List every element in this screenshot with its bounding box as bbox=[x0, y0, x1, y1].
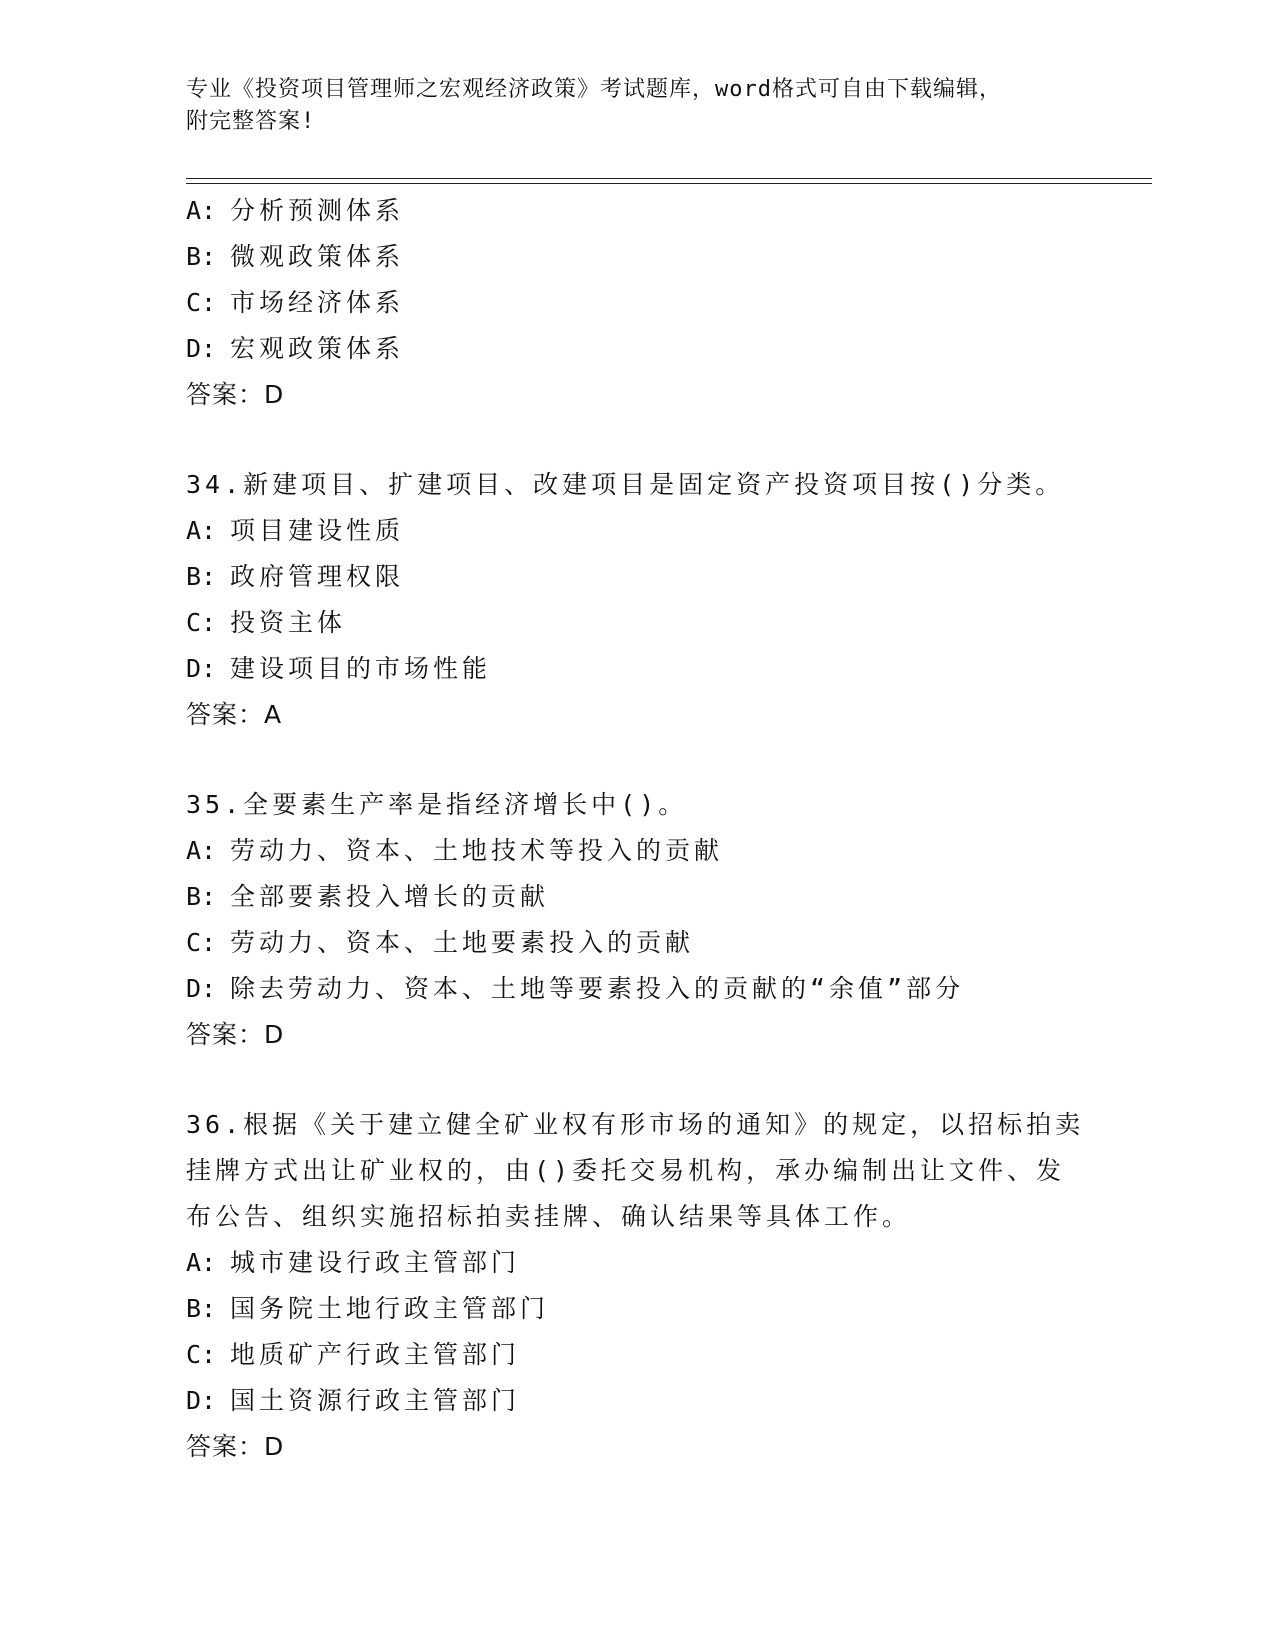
option-text: 投资主体 bbox=[230, 608, 347, 637]
question-block bbox=[186, 1102, 1086, 1470]
option-text: 劳动力、资本、土地要素投入的贡献 bbox=[230, 928, 695, 957]
question-block bbox=[186, 462, 1086, 738]
option-key: A: bbox=[186, 196, 217, 225]
answer-line: 答案：D bbox=[186, 1432, 285, 1461]
document-header bbox=[186, 74, 1066, 138]
option-text: 项目建设性质 bbox=[230, 516, 405, 545]
option-key: B: bbox=[186, 1294, 217, 1323]
question-stem: 挂牌方式出让矿业权的，由()委托交易机构，承办编制出让文件、发 bbox=[186, 1156, 1066, 1185]
option-text: 微观政策体系 bbox=[230, 242, 405, 271]
option-text: 地质矿产行政主管部门 bbox=[230, 1340, 521, 1369]
header-line-1: 专业《投资项目管理师之宏观经济政策》考试题库，word格式可自由下载编辑， bbox=[186, 77, 1002, 102]
answer-line: 答案：D bbox=[186, 380, 285, 409]
answer-line: 答案：D bbox=[186, 1020, 285, 1049]
option-text: 建设项目的市场性能 bbox=[230, 654, 492, 683]
answer-line: 答案：A bbox=[186, 700, 283, 729]
option-key: A: bbox=[186, 516, 217, 545]
option-text: 除去劳动力、资本、土地等要素投入的贡献的“余值”部分 bbox=[230, 974, 965, 1003]
question-block bbox=[186, 188, 1086, 418]
answer-option bbox=[186, 1378, 1086, 1424]
question-stem: 34.新建项目、扩建项目、改建项目是固定资产投资项目按()分类。 bbox=[186, 470, 1065, 499]
option-text: 国务院土地行政主管部门 bbox=[230, 1294, 550, 1323]
answer-option bbox=[186, 920, 1086, 966]
option-key: D: bbox=[186, 334, 217, 363]
option-key: A: bbox=[186, 1248, 217, 1277]
answer-option bbox=[186, 966, 1086, 1012]
option-text: 劳动力、资本、土地技术等投入的贡献 bbox=[230, 836, 724, 865]
answer-option bbox=[186, 280, 1086, 326]
block-spacer bbox=[186, 1058, 1086, 1102]
option-key: C: bbox=[186, 928, 217, 957]
question-stem: 布公告、组织实施招标拍卖挂牌、确认结果等具体工作。 bbox=[186, 1202, 912, 1231]
answer-option bbox=[186, 1286, 1086, 1332]
option-key: D: bbox=[186, 1386, 217, 1415]
answer-option bbox=[186, 646, 1086, 692]
option-text: 全部要素投入增长的贡献 bbox=[230, 882, 550, 911]
option-key: D: bbox=[186, 974, 217, 1003]
header-line-2: 附完整答案! bbox=[186, 109, 316, 134]
option-text: 城市建设行政主管部门 bbox=[230, 1248, 521, 1277]
header-divider-top bbox=[186, 178, 1152, 179]
option-key: C: bbox=[186, 288, 217, 317]
question-stem: 36.根据《关于建立健全矿业权有形市场的通知》的规定，以招标拍卖 bbox=[186, 1110, 1085, 1139]
option-key: B: bbox=[186, 242, 217, 271]
option-key: B: bbox=[186, 882, 217, 911]
question-list bbox=[186, 188, 1086, 1470]
option-key: C: bbox=[186, 608, 217, 637]
answer-option bbox=[186, 326, 1086, 372]
header-divider-bottom bbox=[186, 183, 1152, 184]
question-block bbox=[186, 782, 1086, 1058]
block-spacer bbox=[186, 738, 1086, 782]
answer-option bbox=[186, 508, 1086, 554]
option-text: 市场经济体系 bbox=[230, 288, 405, 317]
answer-option bbox=[186, 188, 1086, 234]
option-text: 宏观政策体系 bbox=[230, 334, 405, 363]
answer-option bbox=[186, 828, 1086, 874]
answer-option bbox=[186, 234, 1086, 280]
option-key: A: bbox=[186, 836, 217, 865]
option-key: C: bbox=[186, 1340, 217, 1369]
question-stem: 35.全要素生产率是指经济增长中()。 bbox=[186, 790, 688, 819]
answer-option bbox=[186, 1240, 1086, 1286]
answer-option bbox=[186, 554, 1086, 600]
option-text: 政府管理权限 bbox=[230, 562, 405, 591]
answer-option bbox=[186, 600, 1086, 646]
option-key: B: bbox=[186, 562, 217, 591]
answer-option bbox=[186, 1332, 1086, 1378]
option-key: D: bbox=[186, 654, 217, 683]
answer-option bbox=[186, 874, 1086, 920]
block-spacer bbox=[186, 418, 1086, 462]
option-text: 分析预测体系 bbox=[230, 196, 405, 225]
option-text: 国土资源行政主管部门 bbox=[230, 1386, 521, 1415]
